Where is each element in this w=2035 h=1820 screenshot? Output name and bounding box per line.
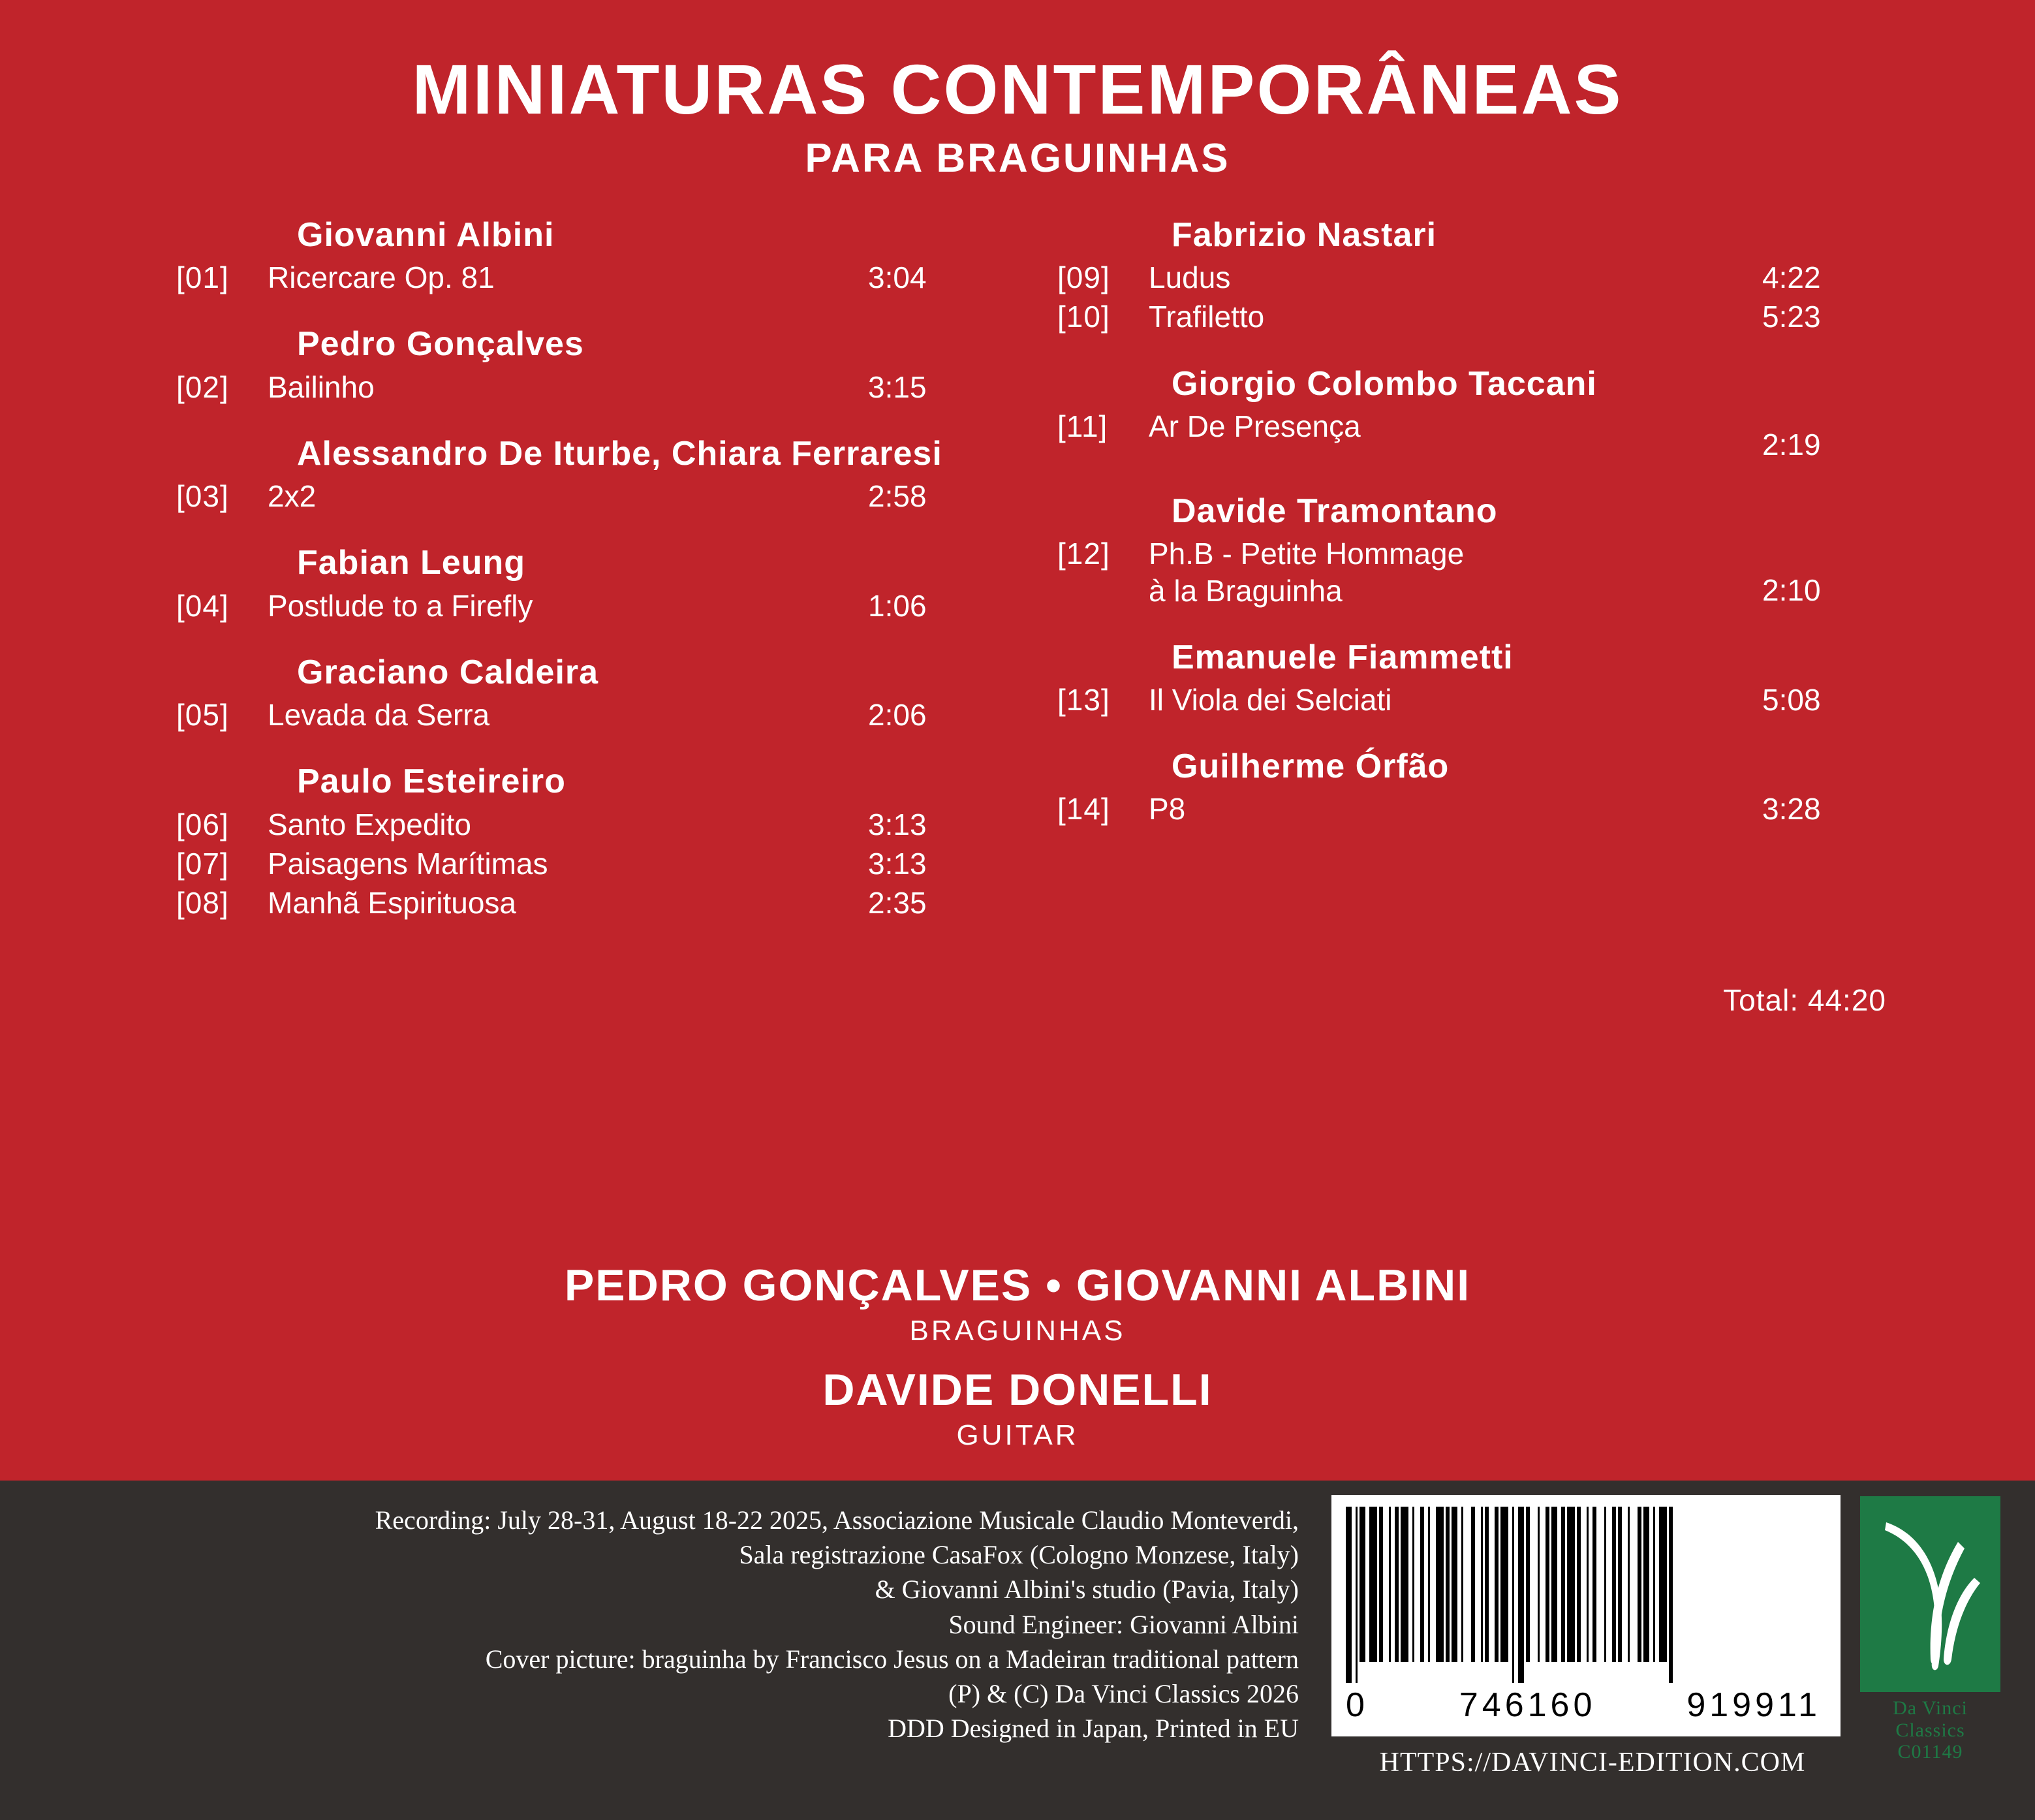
track-duration: 2:10 [1762,573,1821,608]
title-block [0,52,2035,181]
credit-line: Sound Engineer: Giovanni Albini [948,1609,1299,1639]
performer-role-guitar: GUITAR [956,1419,1079,1451]
track-row [176,806,992,843]
composer-heading: Paulo Esteireiro [297,762,566,801]
track-number: [09] [1057,260,1110,295]
track-row [1057,791,1886,827]
track-row [176,369,992,405]
composer-heading: Fabian Leung [297,544,525,582]
track-duration: 2:35 [868,885,927,920]
barcode-left-digit: 0 [1346,1686,1369,1724]
track-title: Il Viola dei Selciati [1149,682,1392,717]
credits-block [39,1503,1325,1746]
credit-line: & Giovanni Albini's studio (Pavia, Italy) [875,1575,1299,1605]
tracklist-column-left [176,215,992,924]
track-number: [03] [176,479,229,514]
barcode-digits [1346,1683,1826,1725]
tracklist-column-right [1057,215,1886,830]
track-title-line2: à la Braguinha [1149,573,1343,608]
track-number: [01] [176,260,229,295]
barcode-group-2: 919911 [1686,1686,1821,1724]
track-duration: 3:28 [1762,792,1821,826]
footer [0,1481,2035,1820]
composer-heading: Giorgio Colombo Taccani [1172,364,1597,403]
performer-names-braguinhas: PEDRO GONÇALVES • GIOVANNI ALBINI [564,1261,1471,1310]
track-title: Trafiletto [1149,300,1265,334]
catalog-number: C01149 [1897,1741,1963,1763]
track-row [176,885,992,921]
track-duration: 3:04 [868,260,927,295]
barcode-group-1: 746160 [1459,1686,1596,1724]
track-number: [07] [176,846,229,881]
track-title: Ar De Presença [1149,409,1361,443]
track-title: Levada da Serra [268,698,490,732]
track-title: Santo Expedito [268,807,472,841]
tracklist [0,215,2035,1234]
track-duration: 5:08 [1762,682,1821,717]
label-line-1: Da Vinci [1893,1697,1968,1719]
composer-heading: Graciano Caldeira [297,653,599,691]
track-duration: 4:22 [1762,260,1821,295]
composer-heading: Davide Tramontano [1172,492,1498,531]
credit-line: Cover picture: braguinha by Francisco Jesus on a Madeiran traditional pattern [485,1644,1299,1674]
track-title-line1: Ph.B - Petite Hommage [1149,537,1465,571]
label-name [1860,1697,2000,1763]
track-duration: 5:23 [1762,300,1821,334]
track-duration: 1:06 [868,588,927,623]
barcode-bars [1346,1507,1826,1683]
track-title: Manhã Espirituosa [268,885,516,920]
track-number: [06] [176,807,229,841]
track-title: Paisagens Marítimas [268,846,548,881]
track-title [1149,535,1762,608]
track-duration: 3:15 [868,369,927,404]
barcode [1331,1495,1841,1736]
track-row [1057,259,1886,296]
composer-heading: Pedro Gonçalves [297,325,584,364]
track-row [1057,682,1886,718]
performer-role-braguinhas: BRAGUINHAS [909,1315,1126,1347]
track-row [176,845,992,882]
track-row [1057,298,1886,335]
davinci-logo-icon [1860,1496,2000,1692]
track-title: Ricercare Op. 81 [268,260,495,295]
track-number: [10] [1057,300,1110,334]
page-title: MINIATURAS CONTEMPORÂNEAS [412,50,1623,129]
track-duration: 2:58 [868,479,927,514]
track-duration: 2:19 [1762,427,1821,462]
performer-name-guitar: DAVIDE DONELLI [822,1365,1213,1415]
track-title: P8 [1149,792,1186,826]
composer-heading: Fabrizio Nastari [1172,216,1437,254]
credit-line: Sala registrazione CasaFox (Cologno Monzese, Italy) [739,1540,1299,1570]
composer-heading: Guilherme Órfão [1172,747,1450,786]
composer-heading: Emanuele Fiammetti [1172,638,1514,676]
track-number: [11] [1057,409,1108,443]
track-number: [05] [176,698,229,732]
track-number: [12] [1057,537,1110,571]
track-duration: 3:13 [868,807,927,841]
track-row [176,588,992,624]
track-number: [08] [176,885,229,920]
track-number: [13] [1057,682,1110,717]
performers-block [0,1260,2035,1452]
track-row [176,697,992,733]
page-subtitle: PARA BRAGUINHAS [805,136,1230,181]
label-line-2: Classics [1895,1719,1965,1741]
track-number: [14] [1057,792,1110,826]
track-row [176,478,992,514]
track-number: [04] [176,588,229,623]
track-duration: 3:13 [868,846,927,881]
track-title: Bailinho [268,369,375,404]
credit-line: DDD Designed in Japan, Printed in EU [888,1714,1299,1744]
credit-line: Recording: July 28-31, August 18-22 2025, Associazione Musicale Claudio Monteverdi, [375,1505,1299,1535]
track-row [1057,535,1886,608]
track-title: Ludus [1149,260,1231,295]
label-logo [1860,1496,2000,1763]
track-title: 2x2 [268,479,317,514]
total-duration: Total: 44:20 [1723,983,1886,1017]
track-duration: 2:06 [868,698,927,732]
track-title: Postlude to a Firefly [268,588,533,623]
composer-heading: Giovanni Albini [297,216,555,254]
track-row [1057,408,1886,463]
track-number: [02] [176,369,229,404]
credit-line: (P) & (C) Da Vinci Classics 2026 [948,1678,1299,1708]
composer-heading: Alessandro De Iturbe, Chiara Ferraresi [297,434,942,473]
track-row [176,259,992,296]
website-url[interactable]: HTTPS://DAVINCI-EDITION.COM [1379,1748,1806,1778]
